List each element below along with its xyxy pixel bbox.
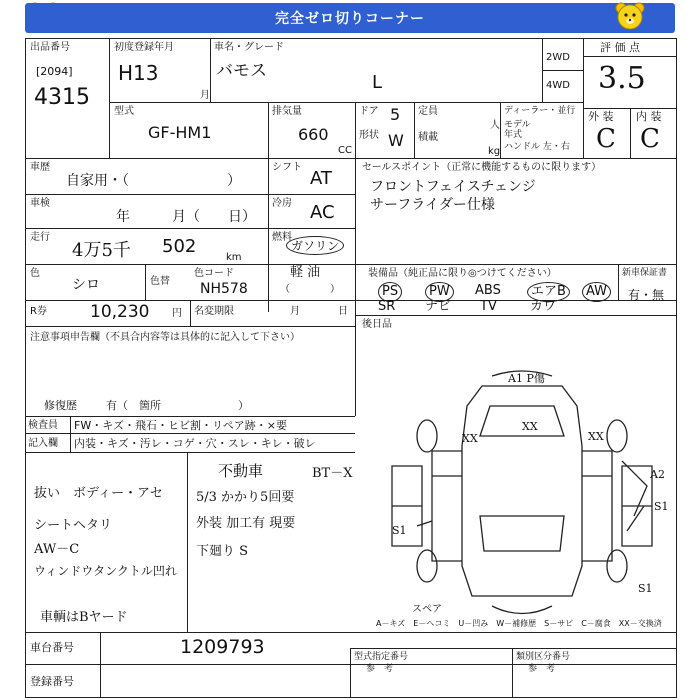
car-name-label: 車名・グレード bbox=[214, 42, 284, 53]
name-change-day-label: 日 bbox=[338, 306, 348, 317]
name-change-month-label: 月 bbox=[290, 306, 300, 317]
name-change-label: 名変期限 bbox=[194, 306, 234, 317]
handle-label: ハンドル 左・右 bbox=[504, 142, 570, 152]
mileage-label: 走行 bbox=[30, 232, 50, 243]
rating-label: 評 価 点 bbox=[600, 41, 640, 54]
interior-label: 内 装 bbox=[636, 110, 662, 123]
color-label: 色 bbox=[30, 268, 40, 279]
equipment-item: カワ bbox=[530, 299, 557, 314]
2wd-label: 2WD bbox=[546, 52, 570, 63]
interior-grade-value: C bbox=[640, 124, 660, 154]
exterior-grade-value: C bbox=[596, 124, 616, 154]
color-code-label: 色コード bbox=[194, 268, 234, 279]
diagram-mark-xx-right: XX bbox=[588, 430, 604, 443]
r-ticket-yen-label: 円 bbox=[172, 308, 182, 319]
diagram-mark-xx-left: XX bbox=[462, 432, 478, 445]
first-reg-month-label: 月 bbox=[200, 90, 210, 101]
ac-value: AC bbox=[310, 202, 335, 223]
equipment-item: ABS bbox=[475, 283, 501, 298]
note-left-3: AW－C bbox=[34, 542, 80, 557]
r-ticket-label: R券 bbox=[30, 306, 47, 317]
mileage-prefix-value: 4万5千 bbox=[72, 240, 131, 261]
exterior-label: 外 装 bbox=[588, 110, 614, 123]
page-title: 完全ゼロ切りコーナー bbox=[275, 11, 425, 27]
shift-label: シフト bbox=[272, 162, 302, 173]
diagram-mark-a1: A1 P傷 bbox=[508, 372, 545, 385]
first-reg-label: 初度登録年月 bbox=[114, 42, 174, 53]
ac-label: 冷房 bbox=[272, 198, 292, 209]
equipment-item: TV bbox=[480, 299, 497, 314]
shape-label: 形状 bbox=[359, 130, 379, 141]
notes-label: 注意事項申告欄（不具合内容等は具体的に記入して下さい） bbox=[30, 332, 300, 343]
capacity-label: 定員 bbox=[418, 106, 438, 117]
spec-ref-label: 参 考 bbox=[366, 664, 394, 674]
note-right-5: 下廻り S bbox=[196, 544, 249, 559]
doors-value: 5 bbox=[390, 105, 401, 124]
sales-point-label: セールスポイント（正常に機能するものに限ります） bbox=[362, 162, 602, 173]
equipment-item: PW bbox=[425, 282, 454, 302]
damage-legend: A－キズ E－ヘコミ U－凹み W－補修歴 S－サビ C－腐食 XX－交換済 bbox=[376, 619, 662, 628]
inspector-items: FW・キズ・飛石・ヒビ割・リペア跡・×要 bbox=[74, 419, 287, 432]
reg-no-label: 登録番号 bbox=[30, 675, 74, 688]
car-name-value: バモス bbox=[216, 61, 267, 81]
note-right-3: 5/3 かかり5回要 bbox=[196, 490, 295, 505]
fuel-label: 燃料 bbox=[272, 232, 292, 243]
first-reg-value: H13 bbox=[118, 61, 159, 85]
diagram-mark-xx-center: XX bbox=[522, 420, 538, 433]
spec-no-label: 型式指定番号 bbox=[354, 652, 409, 662]
diagram-mark-s1-left: S1 bbox=[392, 524, 407, 537]
note-left-4: ウィンドウタンクトル凹れ bbox=[34, 564, 177, 578]
model-type-label: 型式 bbox=[114, 106, 134, 117]
note-right-4: 外装 加工有 現要 bbox=[196, 516, 296, 531]
fuel-gas-value: ガソリン bbox=[286, 236, 344, 255]
note-right-1: 不動車 bbox=[218, 462, 264, 480]
model-type-value: GF-HM1 bbox=[148, 123, 212, 142]
persons-label: 人 bbox=[490, 120, 500, 131]
displacement-label: 排気量 bbox=[272, 106, 302, 117]
color-value: シロ bbox=[72, 277, 100, 293]
history-value: 自家用・（ ） bbox=[66, 173, 241, 189]
diagram-mark-s1-right: S1 bbox=[654, 500, 669, 513]
lot-bracket-value: [2094] bbox=[36, 65, 73, 78]
fuel-paren: （ ） bbox=[280, 284, 340, 295]
lot-number-value: 4315 bbox=[34, 85, 90, 110]
diagram-mark-s1-bottom: S1 bbox=[638, 582, 653, 595]
displacement-value: 660 bbox=[298, 125, 329, 144]
bear-mascot-icon bbox=[614, 0, 646, 34]
km-label: km bbox=[226, 252, 242, 263]
doors-label: ドア bbox=[359, 106, 379, 117]
cc-label: CC bbox=[338, 145, 352, 156]
note-right-2: BT－X bbox=[312, 466, 353, 481]
class-no-label: 類別区分番号 bbox=[516, 652, 571, 662]
note-left-1: 抜い ボディー・アセ bbox=[34, 486, 163, 501]
equipment-item: AW bbox=[582, 282, 611, 302]
equipment-item: SR bbox=[378, 299, 396, 314]
diagram-mark-a2: A2 bbox=[650, 468, 665, 481]
repair-value: 有（ 箇所 ） bbox=[106, 399, 249, 412]
inspection-label: 車検 bbox=[30, 198, 50, 209]
inspection-value: 年 月（ 日） bbox=[116, 209, 256, 225]
color-change-label: 色替 bbox=[150, 276, 170, 287]
r-ticket-value: 10,230 bbox=[90, 302, 150, 322]
note-left-2: シートヘタリ bbox=[34, 518, 113, 533]
grade-value: L bbox=[372, 72, 383, 93]
reg-notice: 車輌はBヤード bbox=[40, 610, 128, 625]
equipment-item: ナビ bbox=[425, 299, 452, 314]
repair-label: 修復歴 bbox=[44, 399, 77, 412]
sales-point-line-2: サーフライダー仕様 bbox=[370, 197, 495, 213]
chassis-no-value: 1209793 bbox=[180, 636, 265, 658]
dealer-label: ディーラー・並行 bbox=[504, 106, 576, 116]
warranty-label: 新車保証書 bbox=[622, 268, 668, 278]
rating-value: 3.5 bbox=[598, 61, 646, 96]
entry-items: 内装・キズ・汚レ・コゲ・穴・スレ・キレ・破レ bbox=[74, 437, 316, 450]
color-code-value: NH578 bbox=[200, 281, 248, 297]
class-ref-label: 参 考 bbox=[528, 664, 556, 674]
sales-point-line-1: フロントフェイスチェンジ bbox=[370, 179, 536, 195]
4wd-label: 4WD bbox=[546, 80, 570, 91]
later-date-label: 後日品 bbox=[362, 319, 392, 330]
equipment-item: エアB bbox=[527, 282, 570, 302]
fuel-diesel-value: 軽 油 bbox=[290, 265, 321, 280]
model-label: モデル bbox=[504, 120, 531, 130]
equipment-item: PS bbox=[378, 282, 402, 302]
mileage-value: 502 bbox=[162, 236, 197, 257]
kg-label: kg bbox=[488, 146, 501, 157]
lot-number-label: 出品番号 bbox=[30, 42, 70, 53]
car-damage-diagram bbox=[372, 366, 672, 626]
inspector-label: 検査員 bbox=[28, 420, 58, 431]
entry-label: 記入欄 bbox=[28, 438, 58, 449]
diagram-mark-spare: スペア bbox=[412, 604, 442, 615]
history-label: 車歴 bbox=[30, 162, 50, 173]
load-label: 積載 bbox=[418, 132, 438, 143]
shape-value: W bbox=[388, 131, 404, 150]
shift-value: AT bbox=[310, 168, 332, 189]
page-title-banner bbox=[25, 3, 675, 33]
warranty-value: 有・無 bbox=[628, 288, 665, 302]
model-year-label: 年式 bbox=[504, 130, 523, 140]
chassis-no-label: 車台番号 bbox=[30, 641, 74, 654]
equipment-label: 装備品（純正品に限り◎つけてください） bbox=[368, 268, 557, 279]
